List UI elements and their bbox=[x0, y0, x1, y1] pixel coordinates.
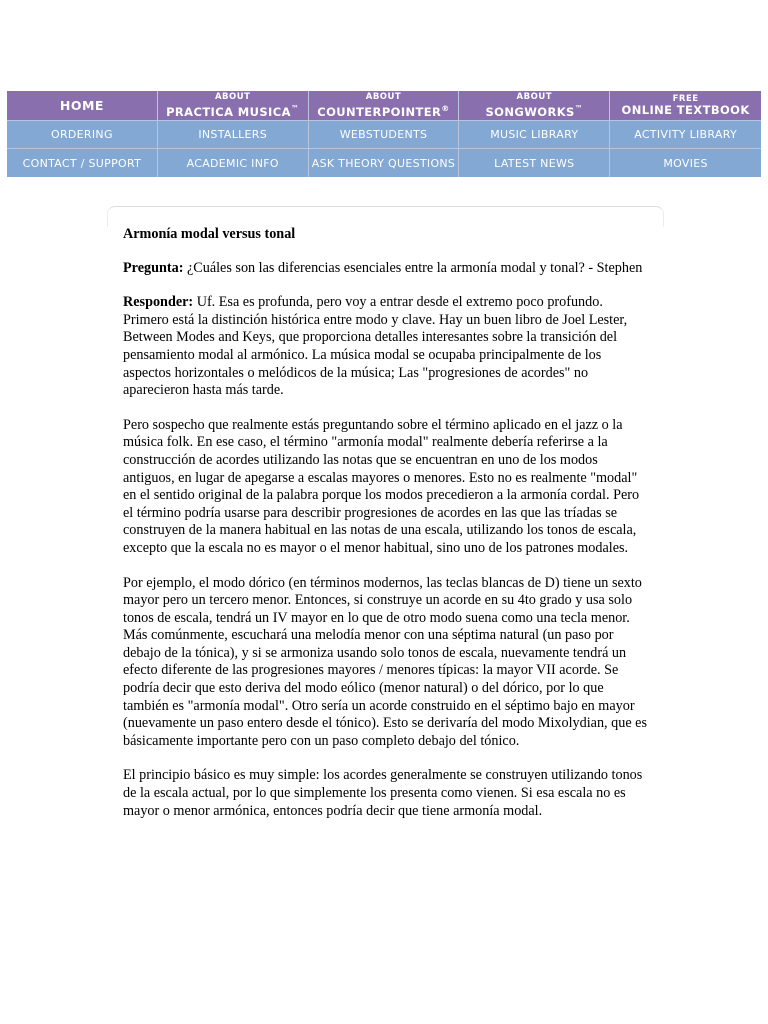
nav-academic-info[interactable] bbox=[158, 149, 309, 177]
nav-free-online-textbook[interactable] bbox=[610, 91, 761, 121]
top-navigation bbox=[7, 91, 761, 177]
nav-big-label: COUNTERPOINTER bbox=[317, 104, 442, 119]
nav-big-label: ONLINE TEXTBOOK bbox=[621, 103, 750, 117]
nav-home[interactable] bbox=[7, 91, 158, 121]
trademark-mark: ™ bbox=[290, 104, 300, 114]
trademark-mark: ™ bbox=[574, 104, 584, 114]
nav-about-counterpointer[interactable] bbox=[309, 91, 460, 121]
nav-small-label: FREE bbox=[672, 94, 699, 104]
article bbox=[123, 226, 648, 837]
nav-installers[interactable] bbox=[158, 121, 309, 149]
nav-link-label: CONTACT / SUPPORT bbox=[22, 156, 142, 170]
nav-link-label: WEBSTUDENTS bbox=[339, 128, 428, 141]
nav-link-label: ASK THEORY QUESTIONS bbox=[311, 156, 456, 170]
nav-row-secondary bbox=[7, 121, 761, 149]
nav-big-label: PRACTICA MUSICA bbox=[166, 104, 291, 119]
nav-link-label: ACTIVITY LIBRARY bbox=[634, 128, 737, 141]
nav-webstudents[interactable] bbox=[309, 121, 460, 149]
registered-mark: ® bbox=[441, 104, 450, 114]
answer-paragraph bbox=[123, 294, 648, 400]
nav-link-label: ACADEMIC INFO bbox=[186, 156, 279, 170]
content-card-border bbox=[107, 206, 664, 227]
nav-latest-news[interactable] bbox=[459, 149, 610, 177]
nav-movies[interactable] bbox=[610, 149, 761, 177]
nav-link-label: INSTALLERS bbox=[198, 128, 268, 141]
nav-link-label: MOVIES bbox=[663, 156, 708, 170]
body-paragraph-2: Pero sospecho que realmente estás preguntando sobre el término aplicado en el jazz o la música folk. En ese caso, el término "armonía modal" realmente debería referirse a la construcción de acordes utilizando las notas que se encuentran en uno de los modos antiguos, en lugar de apegarse a escalas mayores o menores. Esto no es realmente "modal" en el sentido original de la palabra porque los modos precedieron a la armonía cordal. Pero el término podría usarse para describir progresiones de acordes en las que las tríadas se construyen de la manera habitual en las notas de una escala, utilizando los tonos de escala, excepto que la escala no es mayor o el menor habitual, sino uno de los patrones modales. bbox=[123, 416, 640, 556]
question-label: Pregunta: bbox=[123, 259, 184, 276]
nav-small-label: ABOUT bbox=[516, 92, 553, 103]
nav-link-label: MUSIC LIBRARY bbox=[490, 128, 579, 141]
nav-link-label: LATEST NEWS bbox=[494, 156, 575, 170]
nav-small-label: ABOUT bbox=[365, 92, 402, 103]
body-paragraph-3: Por ejemplo, el modo dórico (en términos modernos, las teclas blancas de D) tiene un sexto mayor pero un tercero menor. Entonces, si construye un acorde en su 4to grado y usa solo tonos de escala, tendrá un IV mayor en lo que de otro modo suena como una tecla menor. Más comúnmente, escuchará una melodía menor con una séptima natural (un paso por debajo de la tónica), y si se armoniza usando solo tonos de escala, nuevamente tendrá un efecto diferente de las progresiones mayores / menores típicas: la mayor VII acorde. Se podría decir que esto deriva del modo eólico (menor natural) o del dórico, por lo que también es "armonía modal". Otro sería un acorde construido en el séptimo bajo en mayor (nuevamente un paso entero desde el tónico). Esto se derivaría del modo Mixolydian, que es básicamente importante pero con un paso completo debajo del tónico. bbox=[123, 574, 647, 749]
nav-small-label: ABOUT bbox=[214, 92, 251, 103]
nav-big-label: SONGWORKS bbox=[485, 104, 575, 119]
nav-row-main bbox=[7, 91, 761, 121]
answer-label: Responder: bbox=[123, 294, 194, 311]
nav-activity-library[interactable] bbox=[610, 121, 761, 149]
nav-contact-support[interactable] bbox=[7, 149, 158, 177]
nav-row-tertiary bbox=[7, 149, 761, 177]
nav-link-label: ORDERING bbox=[51, 128, 113, 141]
answer-text: Uf. Esa es profunda, pero voy a entrar desde el extremo poco profundo. Primero está la distinción histórica entre modo y clave. Hay un buen libro de Joel Lester, Between Modes and Keys, que proporciona detalles interesantes sobre la transición del pensamiento modal al armónico. La música modal se ocupaba principalmente de los aspectos horizontales o melódicos de la música; Las "progresiones de acordes" no aparecieron hasta más tarde. bbox=[123, 294, 628, 399]
article-title: Armonía modal versus tonal bbox=[123, 226, 296, 242]
nav-music-library[interactable] bbox=[459, 121, 610, 149]
nav-about-songworks[interactable] bbox=[459, 91, 610, 121]
body-paragraph-4: El principio básico es muy simple: los acordes generalmente se construyen utilizando tonos de la escala actual, por lo que simplemente los presenta como vienen. Si esa escala no es mayor o menor armónica, entonces podría decir que tiene armonía modal. bbox=[123, 767, 643, 819]
nav-ask-theory-questions[interactable] bbox=[309, 149, 460, 177]
nav-ordering[interactable] bbox=[7, 121, 158, 149]
nav-home-label: HOME bbox=[59, 98, 104, 113]
nav-about-practica-musica[interactable] bbox=[158, 91, 309, 121]
question-text: ¿Cuáles son las diferencias esenciales entre la armonía modal y tonal? - Stephen bbox=[183, 259, 643, 276]
question-paragraph bbox=[123, 260, 648, 278]
